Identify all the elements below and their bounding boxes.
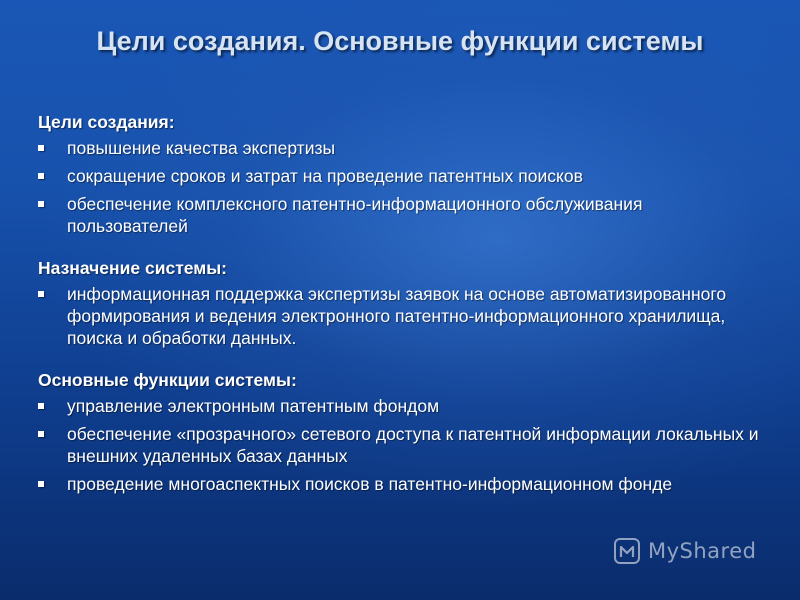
section-heading-purpose: Назначение системы:: [38, 258, 227, 278]
list-item-text: обеспечение «прозрачного» сетевого доступа к патентной информации локальных и внешних удаленных базах данных: [67, 424, 759, 466]
list-item-text: повышение качества экспертизы: [67, 138, 336, 158]
list-item: [38, 473, 768, 495]
list-item-text: обеспечение комплексного патентно-информационного обслуживания пользователей: [67, 194, 643, 236]
square-bullet-icon: [38, 201, 44, 207]
list-item-text: информационная поддержка экспертизы заявок на основе автоматизированного формирования и ведения электронного патентно-информационного хранилища, поиска и обработки данных.: [67, 284, 727, 348]
section-goals: [38, 111, 768, 237]
square-bullet-icon: [38, 403, 44, 409]
square-bullet-icon: [38, 291, 44, 297]
list-item: [38, 165, 768, 187]
watermark: [612, 536, 756, 566]
goals-list: [38, 137, 768, 237]
section-functions: [38, 369, 768, 495]
slide-title: Цели создания. Основные функции системы: [96, 26, 704, 56]
functions-list: [38, 395, 768, 495]
list-item-text: проведение многоаспектных поисков в патентно-информационном фонде: [67, 474, 673, 494]
list-item-text: управление электронным патентным фондом: [67, 396, 440, 416]
list-item: [38, 193, 768, 237]
watermark-text: MyShared: [648, 539, 757, 563]
section-heading-goals: Цели создания:: [38, 112, 175, 132]
purpose-list: [38, 283, 768, 349]
square-bullet-icon: [38, 173, 44, 179]
list-item: [38, 395, 768, 417]
section-purpose: [38, 257, 768, 349]
myshared-logo-icon: [612, 536, 642, 566]
list-item: [38, 423, 768, 467]
slide-content: [38, 111, 768, 501]
list-item: [38, 283, 768, 349]
square-bullet-icon: [38, 481, 44, 487]
list-item-text: сокращение сроков и затрат на проведение патентных поисков: [67, 166, 583, 186]
section-heading-functions: Основные функции системы:: [38, 370, 297, 390]
square-bullet-icon: [38, 431, 44, 437]
list-item: [38, 137, 768, 159]
square-bullet-icon: [38, 145, 44, 151]
